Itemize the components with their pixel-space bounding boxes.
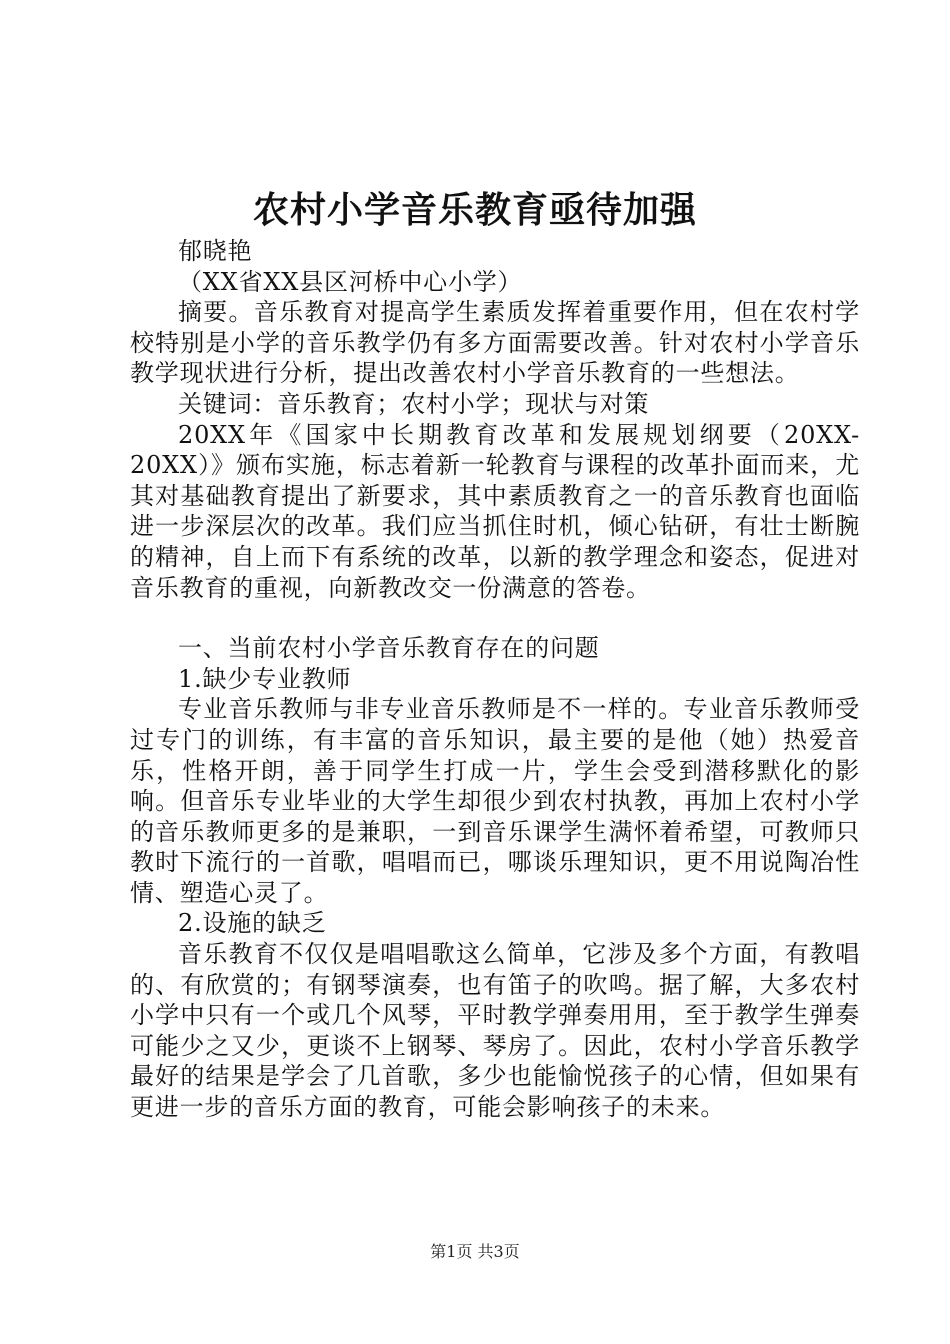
subsection-body: 音乐教育不仅仅是唱唱歌这么简单，它涉及多个方面，有教唱的、有欣赏的；有钢琴演奏，也有笛子的吹鸣。据了解，大多农村小学中只有一个或几个风琴，平时教学弹奏用用，至于教学生弹奏可能少之又少，更谈不上钢琴、琴房了。因此，农村小学音乐教学最好的结果是学会了几首歌，多少也能愉悦孩子的心情，但如果有更进一步的音乐方面的教育，可能会影响孩子的未来。 bbox=[130, 940, 860, 1122]
subsection-heading: 2.设施的缺乏 bbox=[178, 909, 327, 938]
page-number: 第1页 共3页 bbox=[430, 1242, 520, 1261]
intro-paragraph: 20XX年《国家中长期教育改革和发展规划纲要（20XX-20XX）》颁布实施，标志着新一轮教育与课程的改革扑面而来，尤其对基础教育提出了新要求，其中素质教育之一的音乐教育也面临进一步深层次的改革。我们应当抓住时机，倾心钻研，有壮士断腕的精神，自上而下有系统的改革，以新的教学理念和姿态，促进对音乐教育的重视，向新教改交一份满意的答卷。 bbox=[130, 420, 860, 602]
author-affiliation: （XX省XX县区河桥中心小学） bbox=[178, 267, 523, 296]
abstract-paragraph: 摘要。音乐教育对提高学生素质发挥着重要作用，但在农村学校特别是小学的音乐教学仍有多方面需要改善。针对农村小学音乐教学现状进行分析，提出改善农村小学音乐教育的一些想法。 bbox=[130, 298, 860, 388]
document-title: 农村小学音乐教育亟待加强 bbox=[252, 189, 697, 231]
paragraph-spacer bbox=[130, 603, 860, 633]
author-name: 郁晓艳 bbox=[178, 237, 253, 265]
subsection-body: 专业音乐教师与非专业音乐教师是不一样的。专业音乐教师受过专门的训练，有丰富的音乐知识，最主要的是他（她）热爱音乐，性格开朗，善于同学生打成一片，学生会受到潜移默化的影响。但音乐专业毕业的大学生却很少到农村执教，再加上农村小学的音乐教师更多的是兼职，一到音乐课学生满怀着希望，可教师只教时下流行的一首歌，唱唱而已，哪谈乐理知识，更不用说陶冶性情、塑造心灵了。 bbox=[130, 695, 860, 907]
subsection-heading: 1.缺少专业教师 bbox=[178, 664, 352, 693]
document-body bbox=[130, 236, 860, 1123]
keywords-line: 关键词：音乐教育；农村小学；现状与对策 bbox=[178, 389, 650, 418]
section-heading: 一、当前农村小学音乐教育存在的问题 bbox=[178, 634, 600, 663]
